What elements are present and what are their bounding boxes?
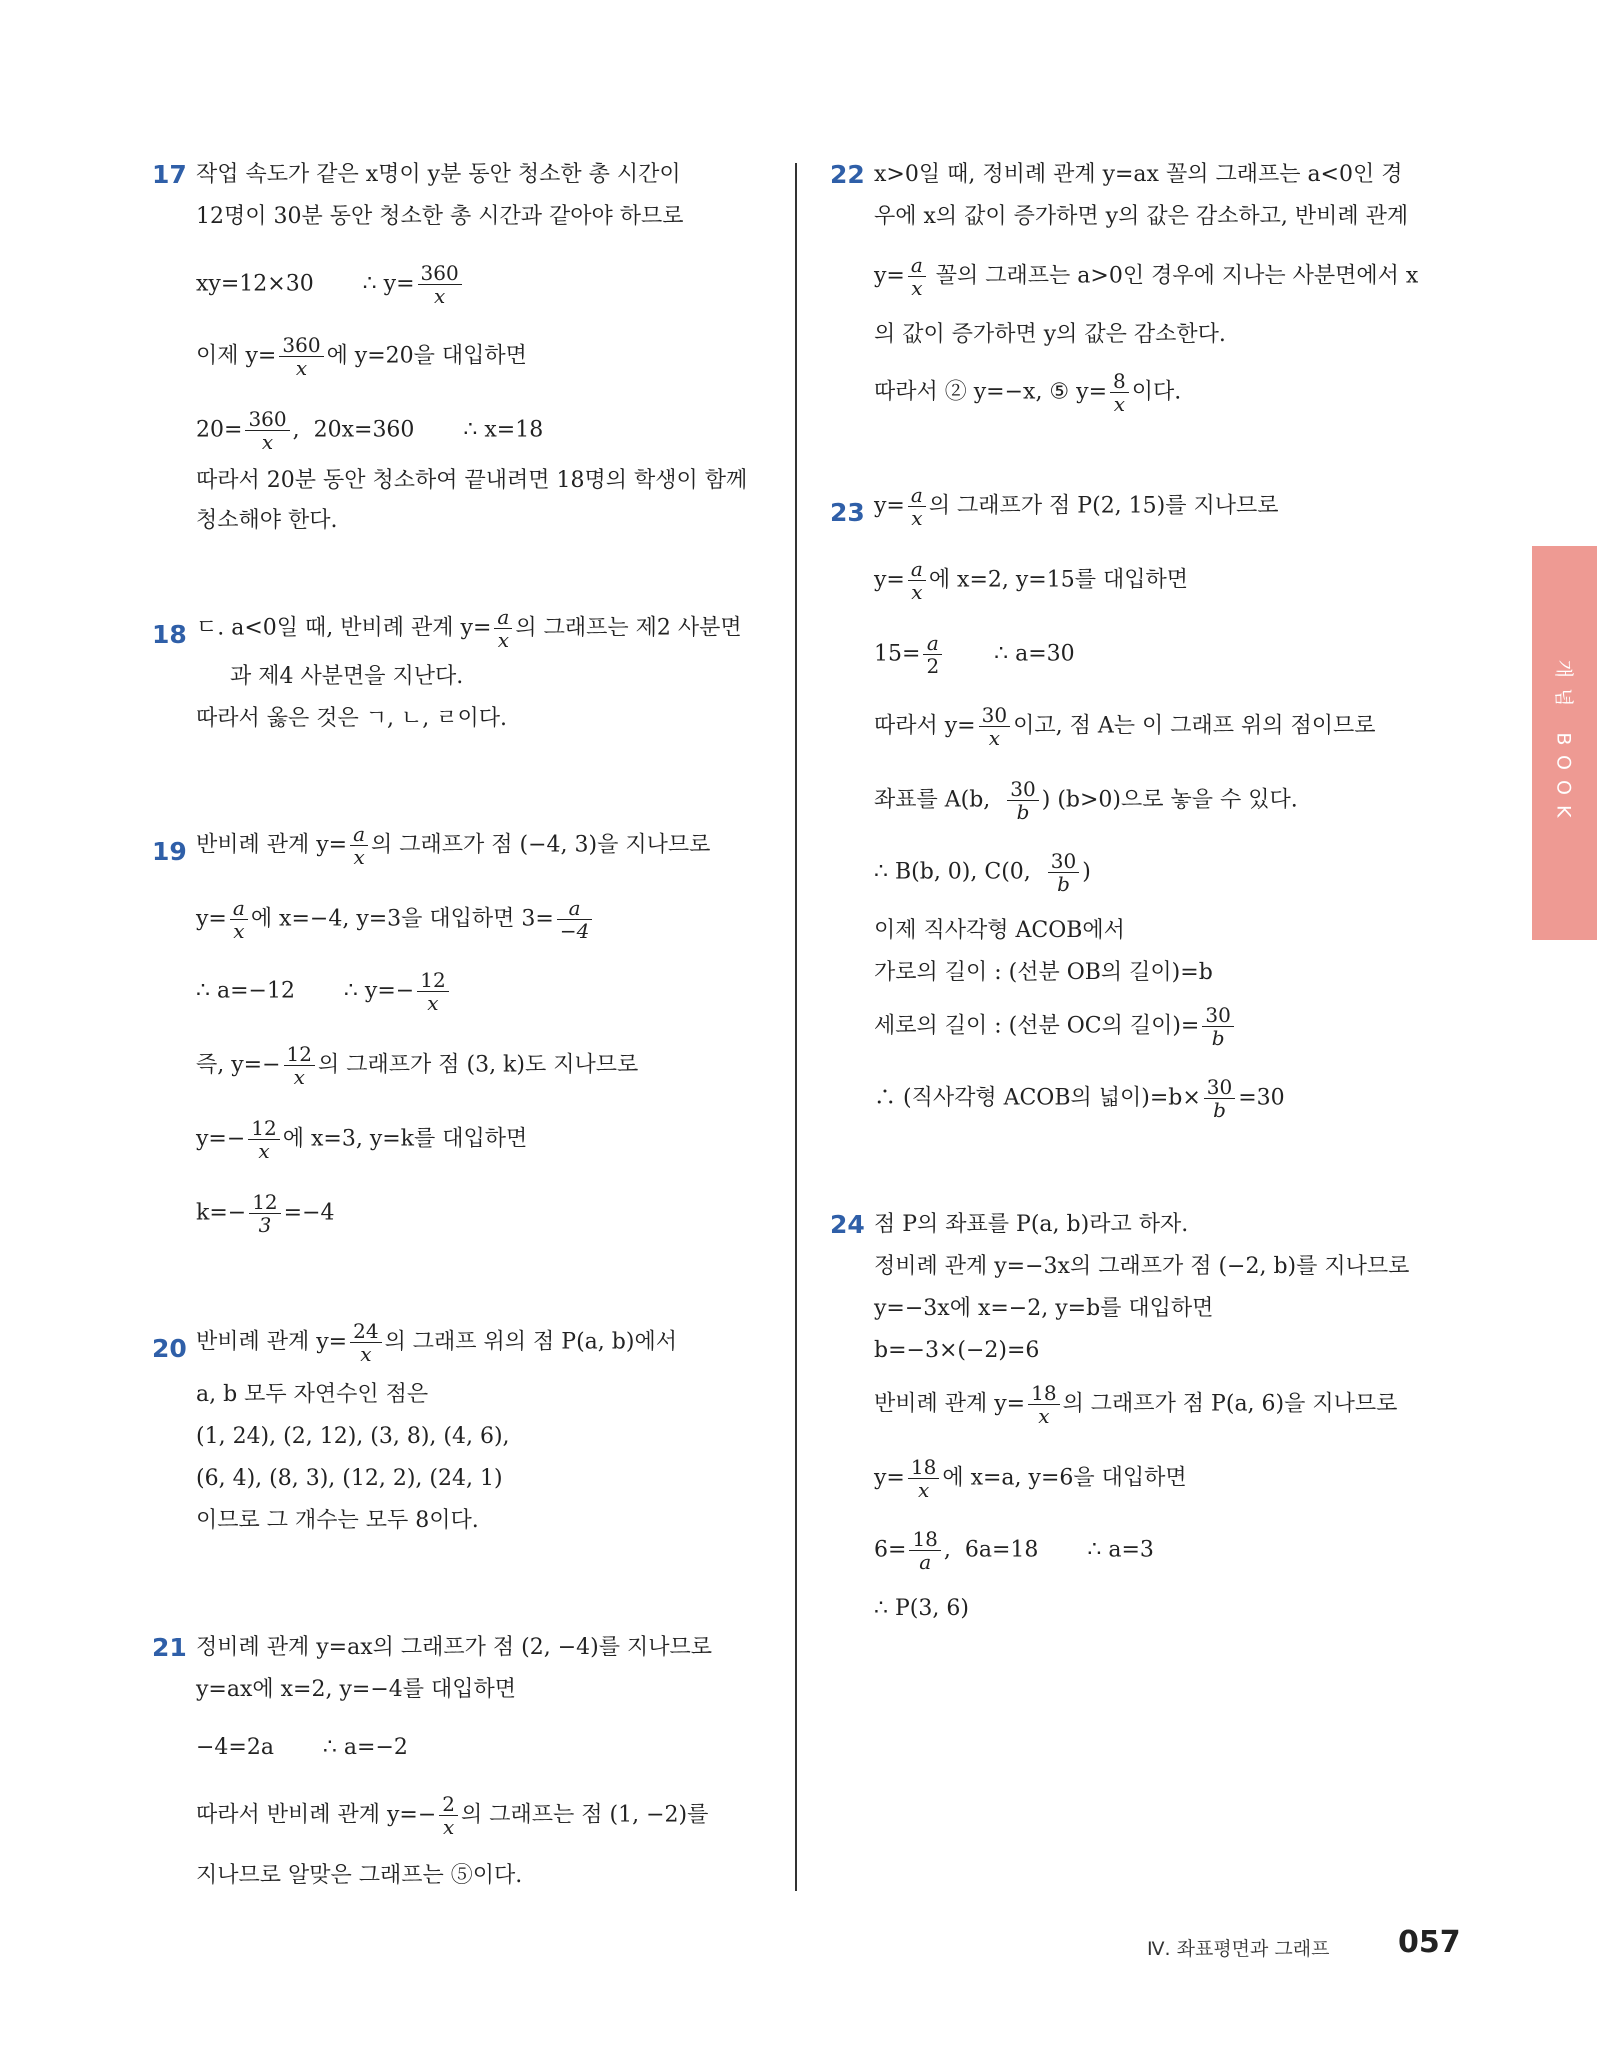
problem-number: 22 bbox=[830, 160, 865, 189]
equation-line bbox=[874, 484, 1279, 529]
fraction: $\frac{24}{x}$ bbox=[350, 1320, 381, 1365]
text-line: 12명이 30분 동안 청소한 총 시간과 같아야 하므로 bbox=[196, 204, 684, 229]
equation-text: ㄷ. a<0일 때, 반비례 관계 y= bbox=[196, 615, 492, 641]
equation-text: 따라서 반비례 관계 y=− bbox=[196, 1802, 437, 1828]
equation-text: ∴ a=−12 ∴ y=− bbox=[196, 978, 415, 1004]
text-line: ∴ P(3, 6) bbox=[874, 1596, 969, 1621]
equation-line bbox=[874, 254, 1418, 299]
equation-text: y= bbox=[874, 263, 905, 289]
text-line: a, b 모두 자연수인 점은 bbox=[196, 1382, 429, 1407]
fraction: $\frac{18}{x}$ bbox=[908, 1456, 939, 1501]
fraction: $\frac{12}{3}$ bbox=[249, 1191, 280, 1236]
text-line: 이제 직사각형 ACOB에서 bbox=[874, 918, 1125, 943]
text-line: x>0일 때, 정비례 관계 y=ax 꼴의 그래프는 a<0인 경 bbox=[874, 162, 1403, 187]
problem-number: 20 bbox=[152, 1334, 187, 1363]
fraction: $\frac{30}{x}$ bbox=[979, 704, 1010, 749]
equation-line bbox=[874, 778, 1298, 823]
equation-line bbox=[196, 1191, 335, 1236]
equation-text: , 20x=360 ∴ x=18 bbox=[292, 417, 544, 443]
fraction: $\frac{a}{x}$ bbox=[908, 254, 926, 299]
equation-text: 즉, y=− bbox=[196, 1052, 281, 1078]
problem-number: 19 bbox=[152, 837, 187, 866]
equation-text: =30 bbox=[1238, 1085, 1285, 1111]
equation-line bbox=[196, 408, 543, 453]
equation-text: 꼴의 그래프는 a>0인 경우에 지나는 사분면에서 x bbox=[928, 263, 1419, 289]
fraction: $\frac{2}{x}$ bbox=[439, 1793, 458, 1838]
equation-text: ) bbox=[1082, 859, 1091, 885]
equation-line bbox=[196, 823, 710, 868]
equation-line bbox=[874, 632, 1075, 677]
fraction: $\frac{12}{x}$ bbox=[284, 1043, 315, 1088]
fraction: $\frac{12}{x}$ bbox=[417, 969, 448, 1014]
text-line: 지나므로 알맞은 그래프는 ⑤이다. bbox=[196, 1863, 523, 1888]
concept-book-tab bbox=[1532, 546, 1597, 940]
equation-text: 의 그래프는 제2 사분면 bbox=[515, 615, 742, 641]
equation-text: 이다. bbox=[1131, 379, 1182, 405]
equation-text: 의 그래프가 점 P(2, 15)를 지나므로 bbox=[928, 493, 1279, 519]
fraction: $\frac{a}{-4}$ bbox=[557, 897, 592, 942]
text-line: (1, 24), (2, 12), (3, 8), (4, 6), bbox=[196, 1424, 510, 1449]
equation-text: ∴ (직사각형 ACOB의 넓이)=b× bbox=[874, 1085, 1201, 1111]
text-line: y=−3x에 x=−2, y=b를 대입하면 bbox=[874, 1296, 1214, 1321]
text-line: −4=2a ∴ a=−2 bbox=[196, 1735, 408, 1760]
fraction: $\frac{30}{b}$ bbox=[1007, 778, 1038, 823]
equation-line bbox=[874, 370, 1181, 415]
equation-line bbox=[874, 1456, 1187, 1501]
equation-text: 세로의 길이 : (선분 OC의 길이)= bbox=[874, 1013, 1200, 1039]
equation-text: 에 y=20을 대입하면 bbox=[326, 343, 527, 369]
equation-text: 의 그래프가 점 P(a, 6)을 지나므로 bbox=[1062, 1391, 1398, 1417]
text-line: 이므로 그 개수는 모두 8이다. bbox=[196, 1508, 479, 1533]
equation-text: y= bbox=[874, 567, 905, 593]
equation-text: y= bbox=[196, 906, 227, 932]
equation-line bbox=[196, 334, 527, 379]
equation-text: 에 x=2, y=15를 대입하면 bbox=[928, 567, 1188, 593]
equation-text: , 6a=18 ∴ a=3 bbox=[943, 1537, 1154, 1563]
problem-number: 17 bbox=[152, 160, 187, 189]
equation-line bbox=[874, 850, 1091, 895]
equation-line bbox=[196, 969, 452, 1014]
equation-text: xy=12×30 ∴ y= bbox=[196, 271, 415, 297]
text-line: 가로의 길이 : (선분 OB의 길이)=b bbox=[874, 960, 1213, 985]
fraction: $\frac{a}{x}$ bbox=[908, 558, 926, 603]
equation-text: 의 그래프가 점 (3, k)도 지나므로 bbox=[318, 1052, 639, 1078]
problem-number: 23 bbox=[830, 498, 865, 527]
text-line: (6, 4), (8, 3), (12, 2), (24, 1) bbox=[196, 1466, 503, 1491]
fraction: $\frac{a}{2}$ bbox=[923, 632, 942, 677]
fraction: $\frac{18}{x}$ bbox=[1028, 1382, 1059, 1427]
equation-text: ∴ a=30 bbox=[945, 641, 1075, 667]
fraction: $\frac{a}{x}$ bbox=[908, 484, 926, 529]
equation-text: 20= bbox=[196, 417, 243, 443]
equation-text: 에 x=a, y=6을 대입하면 bbox=[942, 1465, 1187, 1491]
equation-text: y= bbox=[874, 1465, 905, 1491]
page-number: 057 bbox=[1398, 1925, 1461, 1960]
fraction: $\frac{360}{x}$ bbox=[418, 262, 462, 307]
fraction: $\frac{a}{x}$ bbox=[230, 897, 248, 942]
text-line: 점 P의 좌표를 P(a, b)라고 하자. bbox=[874, 1212, 1189, 1237]
problem-number: 21 bbox=[152, 1633, 187, 1662]
equation-line bbox=[196, 1320, 677, 1365]
fraction: $\frac{360}{x}$ bbox=[279, 334, 323, 379]
equation-line bbox=[874, 1004, 1237, 1049]
fraction: $\frac{30}{b}$ bbox=[1048, 850, 1079, 895]
equation-line bbox=[196, 1793, 708, 1838]
equation-line bbox=[196, 897, 595, 942]
equation-text: 이고, 점 A는 이 그래프 위의 점이므로 bbox=[1013, 713, 1376, 739]
equation-text: 15= bbox=[874, 641, 921, 667]
equation-text: 에 x=−4, y=3을 대입하면 3= bbox=[250, 906, 554, 932]
text-line: b=−3×(−2)=6 bbox=[874, 1338, 1040, 1363]
fraction: $\frac{18}{a}$ bbox=[909, 1528, 940, 1573]
text-line: y=ax에 x=2, y=−4를 대입하면 bbox=[196, 1677, 517, 1702]
section-title: Ⅳ. 좌표평면과 그래프 bbox=[1147, 1938, 1330, 1960]
text-line: 따라서 20분 동안 청소하여 끝내려면 18명의 학생이 함께 bbox=[196, 468, 748, 493]
fraction: $\frac{12}{x}$ bbox=[248, 1117, 279, 1162]
problem-number: 24 bbox=[830, 1210, 865, 1239]
text-line: 청소해야 한다. bbox=[196, 508, 338, 533]
equation-text: 반비례 관계 y= bbox=[196, 1329, 348, 1355]
equation-text: 의 그래프 위의 점 P(a, b)에서 bbox=[384, 1329, 677, 1355]
equation-text: 6= bbox=[874, 1537, 907, 1563]
equation-line bbox=[196, 262, 465, 307]
equation-line bbox=[874, 1076, 1285, 1121]
equation-text: y=− bbox=[196, 1126, 246, 1152]
tab-label-wrap bbox=[1532, 546, 1597, 940]
fraction: $\frac{30}{b}$ bbox=[1204, 1076, 1235, 1121]
fraction: $\frac{360}{x}$ bbox=[245, 408, 289, 453]
fraction: $\frac{a}{x}$ bbox=[350, 823, 368, 868]
equation-line bbox=[874, 1382, 1397, 1427]
equation-text: y= bbox=[874, 493, 905, 519]
fraction: $\frac{30}{b}$ bbox=[1202, 1004, 1233, 1049]
column-divider bbox=[795, 163, 797, 1891]
equation-text: 좌표를 A(b, bbox=[874, 787, 1005, 813]
equation-text: ) (b>0)으로 놓을 수 있다. bbox=[1041, 787, 1298, 813]
equation-line bbox=[196, 1043, 638, 1088]
equation-text: 에 x=3, y=k를 대입하면 bbox=[282, 1126, 528, 1152]
equation-text: ∴ B(b, 0), C(0, bbox=[874, 859, 1045, 885]
equation-line bbox=[196, 1117, 527, 1162]
text-line: 우에 x의 값이 증가하면 y의 값은 감소하고, 반비례 관계 bbox=[874, 204, 1409, 229]
equation-line bbox=[196, 606, 742, 651]
tab-label: 개념 BOOK bbox=[1552, 659, 1575, 827]
text-line: 따라서 옳은 것은 ㄱ, ㄴ, ㄹ이다. bbox=[196, 706, 507, 731]
equation-text: k=− bbox=[196, 1200, 247, 1226]
equation-line bbox=[874, 1528, 1154, 1573]
problem-number: 18 bbox=[152, 620, 187, 649]
equation-text: 의 그래프는 점 (1, −2)를 bbox=[461, 1802, 709, 1828]
text-line: 작업 속도가 같은 x명이 y분 동안 청소한 총 시간이 bbox=[196, 162, 681, 187]
text-line: 과 제4 사분면을 지난다. bbox=[230, 664, 464, 689]
text-line: 정비례 관계 y=ax의 그래프가 점 (2, −4)를 지나므로 bbox=[196, 1635, 712, 1660]
equation-text: 반비례 관계 y= bbox=[874, 1391, 1026, 1417]
equation-line bbox=[874, 558, 1188, 603]
text-line: 의 값이 증가하면 y의 값은 감소한다. bbox=[874, 322, 1226, 347]
equation-text: 반비례 관계 y= bbox=[196, 832, 348, 858]
fraction: $\frac{a}{x}$ bbox=[494, 606, 512, 651]
fraction: $\frac{8}{x}$ bbox=[1110, 370, 1129, 415]
equation-text: 의 그래프가 점 (−4, 3)을 지나므로 bbox=[371, 832, 711, 858]
text-line: 정비례 관계 y=−3x의 그래프가 점 (−2, b)를 지나므로 bbox=[874, 1254, 1410, 1279]
equation-text: 이제 y= bbox=[196, 343, 277, 369]
equation-line bbox=[874, 704, 1375, 749]
equation-text: 따라서 ② y=−x, ⑤ y= bbox=[874, 379, 1108, 405]
equation-text: =−4 bbox=[283, 1200, 335, 1226]
equation-text: 따라서 y= bbox=[874, 713, 976, 739]
